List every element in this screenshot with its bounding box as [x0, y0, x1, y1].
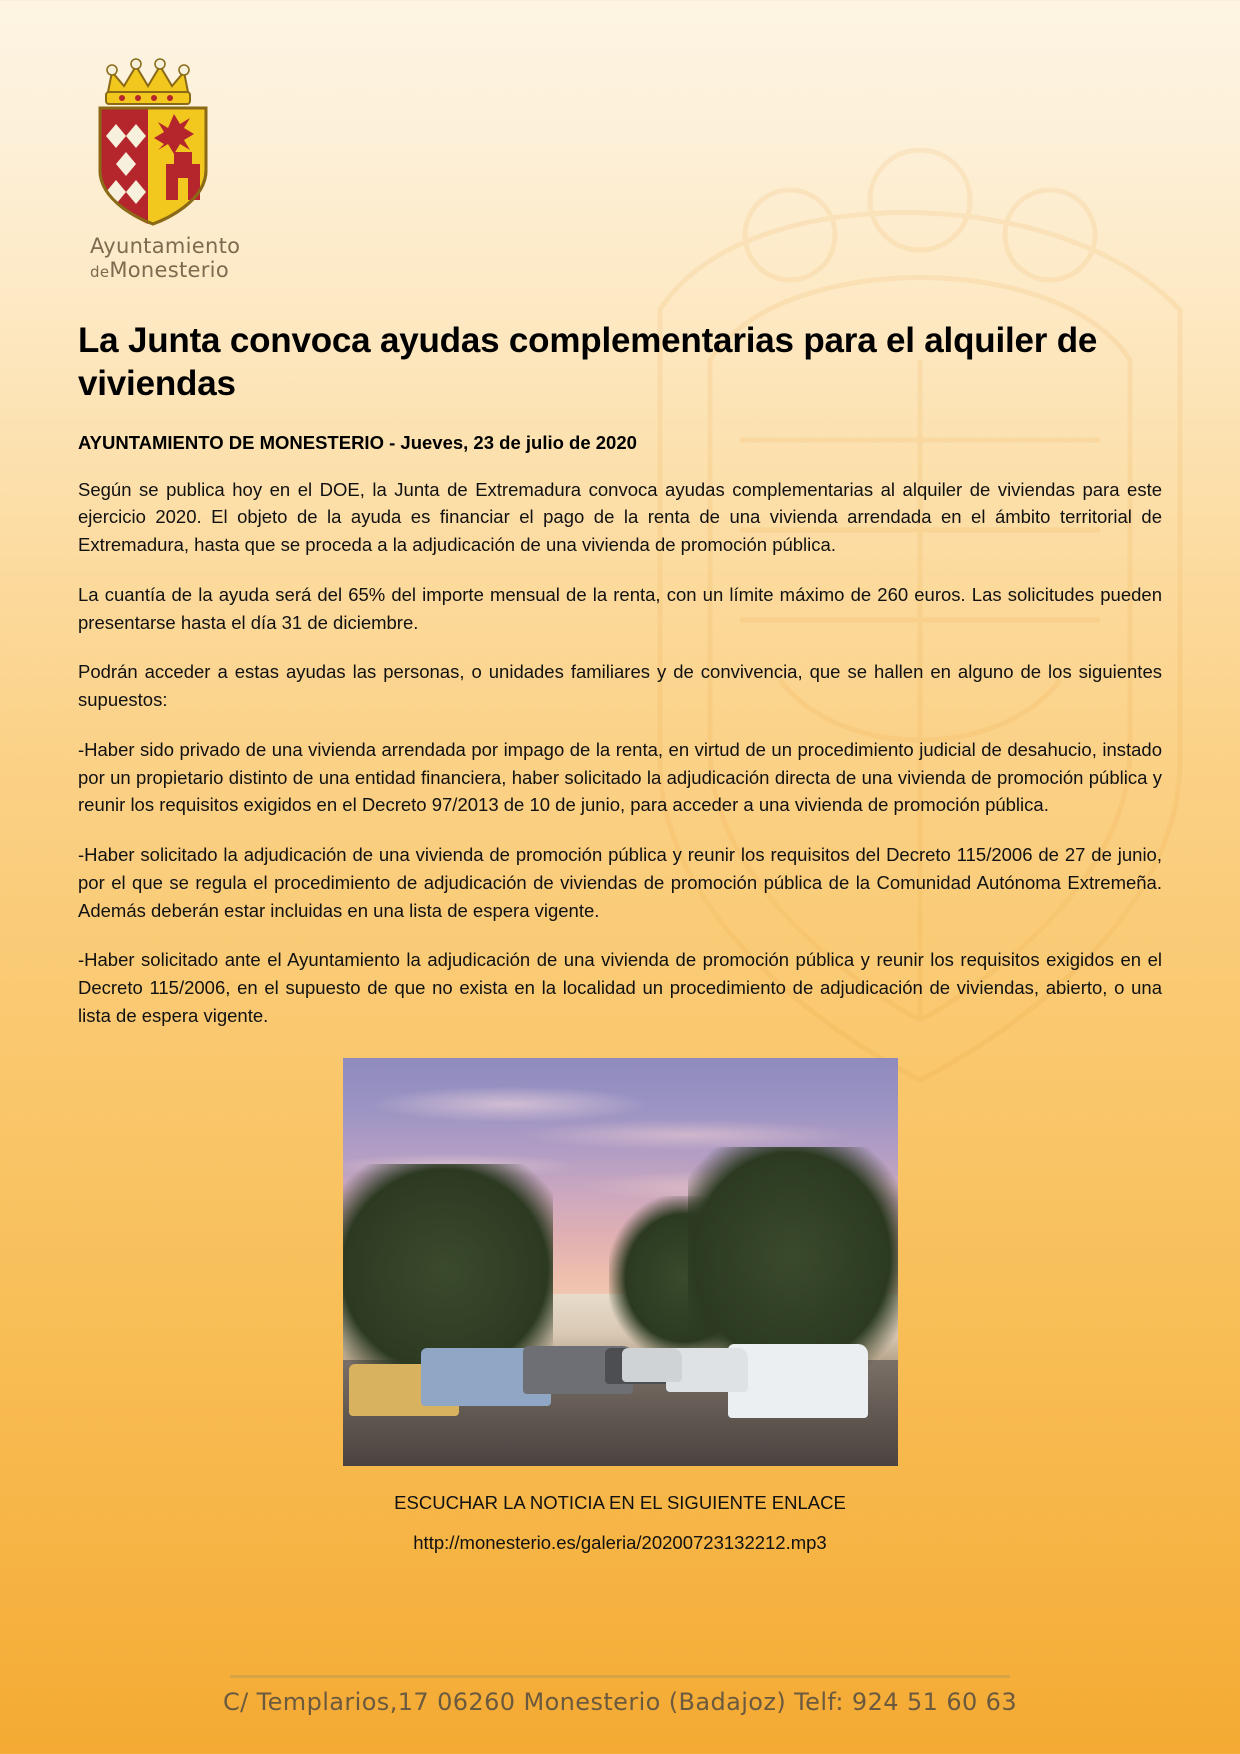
article-paragraph: -Haber sido privado de una vivienda arrendada por impago de la renta, en virtud de un procedimiento judicial de desahucio, instado por un propietario distinto de una entidad financiera, haber solicitado la adjudicación directa de una vivienda de promoción pública y reunir los requisitos exigidos en el Decreto 97/2013 de 10 de junio, para acceder a una vivienda de promoción pública. — [78, 738, 1162, 816]
article-paragraph: -Haber solicitado ante el Ayuntamiento la adjudicación de una vivienda de promoción pública y reunir los requisitos exigidos en el Decreto 115/2006, en el supuesto de que no exista en la localidad un procedimiento de adjudicación de viviendas, abierto, o una lista de espera vigente. — [78, 949, 1162, 1026]
article-byline: AYUNTAMIENTO DE MONESTERIO - Jueves, 23 de julio de 2020 — [78, 431, 637, 453]
article-photo — [343, 1058, 898, 1466]
institution-name-prefix: de — [90, 263, 110, 282]
article-paragraph: Podrán acceder a estas ayudas las personas, o unidades familiares y de convivencia, que se hallen en alguno de los siguientes supuestos: — [78, 661, 1162, 711]
page-title: La Junta convoca ayudas complementarias para el alquiler de viviendas — [78, 321, 1098, 403]
article-paragraph: -Haber solicitado la adjudicación de una vivienda de promoción pública y reunir los requisitos del Decreto 115/2006 de 27 de junio, por el que se regula el procedimiento de adjudicación de viviendas de promoción pública de la Comunidad Autónoma Extremeña. Además deberán estar incluidas en una lista de espera vigente. — [78, 844, 1162, 921]
article-paragraph: Según se publica hoy en el DOE, la Junta de Extremadura convoca ayudas complementarias al alquiler de viviendas para este ejercicio 2020. El objeto de la ayuda es financiar el pago de la renta de una vivienda arrendada en el ámbito territorial de Extremadura, hasta que se proceda a la adjudicación de una vivienda de promoción pública. — [78, 478, 1162, 556]
footer-divider — [230, 1675, 1010, 1678]
institutional-header — [78, 0, 263, 282]
coat-of-arms-icon — [78, 52, 228, 232]
footer-address: C/ Templarios,17 06260 Monesterio (Badajoz) Telf: 924 51 60 63 — [222, 1688, 1018, 1716]
audio-link-label: ESCUCHAR LA NOTICIA EN EL SIGUIENTE ENLACE — [394, 1491, 846, 1513]
institution-name-line2 — [90, 258, 263, 282]
photo-car — [728, 1344, 868, 1418]
institution-name-line1: Ayuntamiento — [90, 234, 241, 258]
institution-name — [90, 234, 263, 282]
article-paragraph: La cuantía de la ayuda será del 65% del importe mensual de la renta, con un límite máximo de 260 euros. Las solicitudes pueden presentarse hasta el día 31 de diciembre. — [78, 583, 1162, 633]
page-footer — [0, 1675, 1240, 1716]
article-photo-container — [78, 1058, 1162, 1466]
audio-link-url[interactable]: http://monesterio.es/galeria/20200723132212.mp3 — [413, 1531, 827, 1553]
photo-car — [622, 1348, 682, 1382]
institution-name-town: Monesterio — [109, 258, 229, 283]
